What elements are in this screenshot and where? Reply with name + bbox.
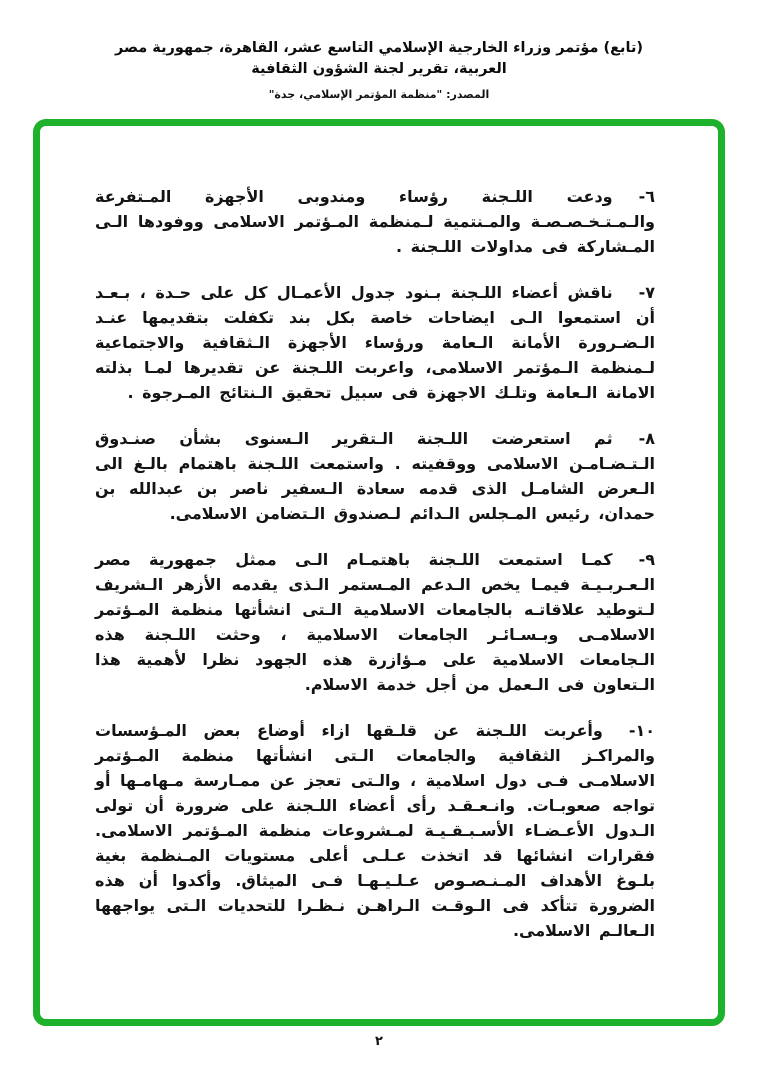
report-paragraph-6 bbox=[95, 184, 655, 259]
paragraph-number: ٦- bbox=[638, 187, 655, 206]
paragraph-number: ٩- bbox=[638, 550, 655, 569]
document-source-line: المصدر: "منظمة المؤتمر الإسلامي، جدة" bbox=[268, 88, 490, 102]
document-title: (تابع) مؤتمر وزراء الخارجية الإسلامي التاسع عشر، القاهرة، جمهورية مصر العربية، تقرير لجنة الشؤون الثقافية bbox=[114, 40, 644, 78]
paragraph-text: وأعربت اللـجنة عن قلـقها ازاء أوضاع بعض المـؤسسات والمراكـز الثقافية والجامعات الـتى انشأتها منظمة المـؤتمر الاسلامـى فـى دول اسلامية ، والـتى تعجز عن ممـارسة مـهامـها أو تواجه صعوبـات. وانـعـقـد رأى أعضاء اللـجنة على ضرورة أن تولى الـدول الأعـضـاء الأسـبـقـيـة لمـشروعات منظمة المـؤتمر الاسلامى. فقرارات انشائها قد اتخذت عـلـى أعلى مستويات المـنظمة بغية بلـوغ الأهداف المـنـصـوص عـلـيـهـا فـى الميثاق. وأكدوا أن هذه الضرورة تتأكد فى الـوقـت الـراهـن نـظـرا للتحديات الـتى يواجهها الـعالـم الاسلامى. bbox=[95, 721, 655, 940]
paragraph-number: ٧- bbox=[638, 283, 655, 302]
document-header bbox=[0, 38, 758, 101]
paragraph-text: ناقش أعضاء اللـجنة بـنود جدول الأعمـال كل على حـدة ، بـعـد أن استمعوا الـى ايضاحات خاصة بكل بند تكفلت بتقديمها عنـد الـضـرورة الأمانة الـعامة ورؤساء الأجهزة الـثقافية والاجتماعية لـمنظمة الـمؤتمر الاسلامى، واعربت اللـجنة عن تقديرها لمـا بذلته الامانة الـعامة وتلـك الاجهزة فى سبيل تحقيق الـنتائج المـرجوة . bbox=[95, 283, 655, 402]
paragraph-text: كمـا استمعت اللـجنة باهتمـام الـى ممثل جمهورية مصر الـعـربـيـة فيمـا يخص الـدعم المـستمر الـذى يقدمه الأزهر الـشريف لـتوطيد علاقاتـه بالجامعات الاسلامية الـتى انشأتها منظمة المـؤتمر الاسلامـى وبـسـائـر الجامعات الاسلامية ، وحثت اللـجنة هذه الـجامعات الاسلامية على مـؤازرة هذه الجهود نظرا لأهمية هذا الـتعاون فى الـعمل من أجل خدمة الاسلام. bbox=[95, 550, 655, 694]
paragraph-text: ثم استعرضت اللـجنة الـتقرير الـسنوى بشأن صنـدوق الـتـضـامـن الاسلامى ووقفيته . واستمعت اللـجنة باهتمام بالـغ الى الـعرض الشامـل الذى قدمه سعادة الـسفير ناصر بن عبدالله بن حمدان، رئيس المـجلس الـدائم لـصندوق الـتضامن الاسلامى. bbox=[95, 429, 655, 523]
paragraph-number: ٨- bbox=[638, 429, 655, 448]
report-paragraph-9 bbox=[95, 547, 655, 697]
report-paragraph-8 bbox=[95, 426, 655, 526]
paragraph-text: ودعت اللـجنة رؤساء ومندوبى الأجهزة المـتفرعة والـمـتـخـصـصـة والمـنتمية لـمنظمة المـؤتمر الاسلامى ووفودها الـى المـشاركة فى مداولات اللـجنة . bbox=[95, 187, 655, 256]
page-number: ٢ bbox=[375, 1034, 383, 1049]
paragraph-number: ١٠- bbox=[628, 721, 655, 740]
report-body bbox=[95, 184, 655, 964]
report-paragraph-10 bbox=[95, 718, 655, 943]
green-border-frame bbox=[33, 119, 725, 1026]
report-paragraph-7 bbox=[95, 280, 655, 405]
